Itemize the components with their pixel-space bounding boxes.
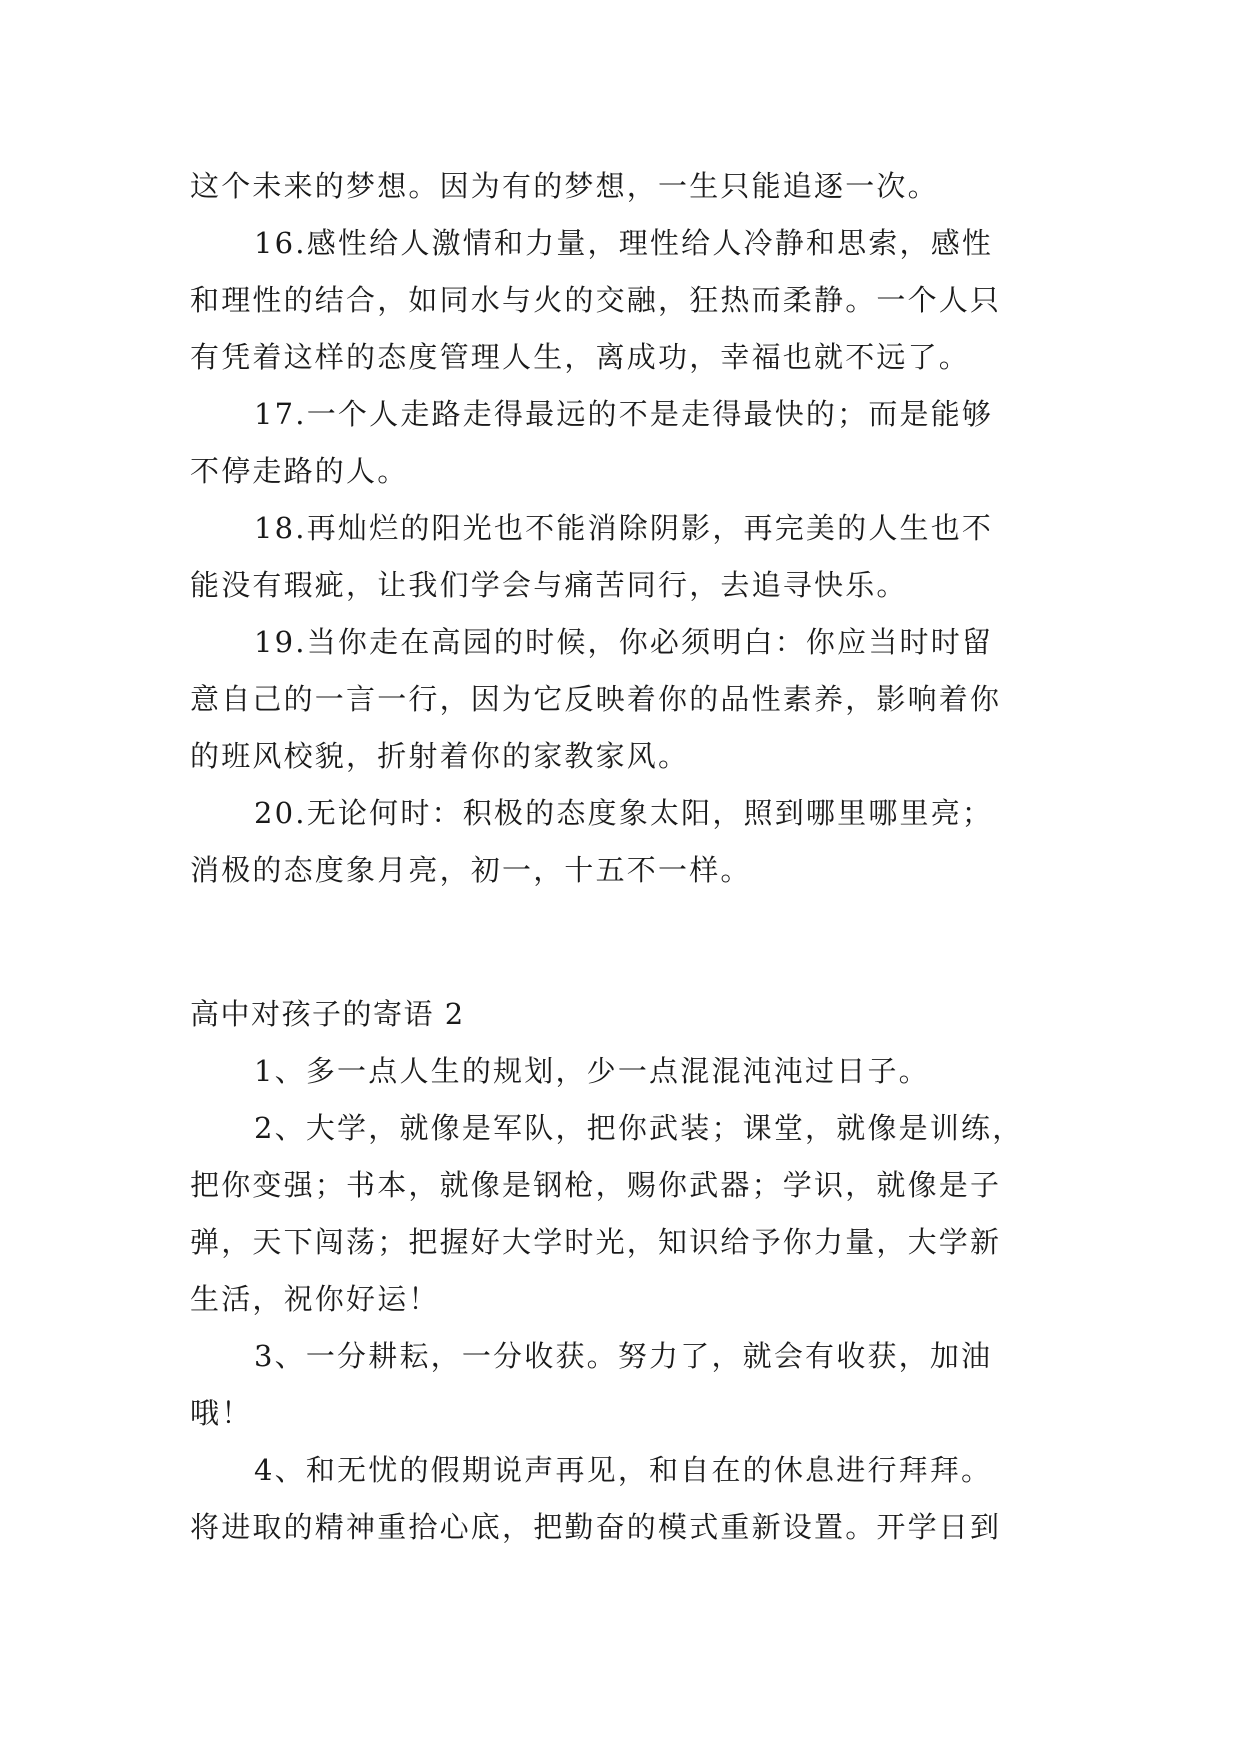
paragraph-line: 这个未来的梦想。因为有的梦想，一生只能追逐一次。 bbox=[190, 169, 939, 203]
paragraph-line: 不停走路的人。 bbox=[190, 454, 409, 488]
paragraph-line: 的班风校貌，折射着你的家教家风。 bbox=[190, 739, 690, 773]
paragraph-line: 1、多一点人生的规划，少一点混混沌沌过日子。 bbox=[254, 1054, 930, 1088]
paragraph-line: 4、和无忧的假期说声再见，和自在的休息进行拜拜。 bbox=[254, 1453, 993, 1487]
section-two bbox=[190, 986, 1050, 1556]
section-heading: 高中对孩子的寄语 2 bbox=[190, 997, 465, 1031]
section-one-body bbox=[190, 158, 1050, 899]
paragraph-line: 意自己的一言一行，因为它反映着你的品性素养，影响着你 bbox=[190, 682, 1002, 716]
paragraph-line: 将进取的精神重拾心底，把勤奋的模式重新设置。开学日到 bbox=[190, 1510, 1002, 1544]
paragraph-line: 有凭着这样的态度管理人生，离成功，幸福也就不远了。 bbox=[190, 340, 971, 374]
paragraph-line: 17.一个人走路走得最远的不是走得最快的；而是能够 bbox=[254, 397, 994, 431]
paragraph-line: 弹，天下闯荡；把握好大学时光，知识给予你力量，大学新 bbox=[190, 1225, 1002, 1259]
paragraph-line: 和理性的结合，如同水与火的交融，狂热而柔静。一个人只 bbox=[190, 283, 1002, 317]
paragraph-line: 19.当你走在高园的时候，你必须明白：你应当时时留 bbox=[254, 625, 994, 659]
paragraph-line: 3、一分耕耘，一分收获。努力了，就会有收获，加油 bbox=[254, 1339, 993, 1373]
paragraph-line: 消极的态度象月亮，初一，十五不一样。 bbox=[190, 853, 752, 887]
paragraph-line: 哦！ bbox=[190, 1396, 253, 1430]
paragraph-line: 能没有瑕疵，让我们学会与痛苦同行，去追寻快乐。 bbox=[190, 568, 908, 602]
paragraph-line: 18.再灿烂的阳光也不能消除阴影，再完美的人生也不 bbox=[254, 511, 994, 545]
paragraph-line: 生活，祝你好运！ bbox=[190, 1282, 440, 1316]
paragraph-line: 2、大学，就像是军队，把你武装；课堂，就像是训练， bbox=[254, 1111, 1024, 1145]
paragraph-line: 把你变强；书本，就像是钢枪，赐你武器；学识，就像是子 bbox=[190, 1168, 1002, 1202]
paragraph-line: 20.无论何时：积极的态度象太阳，照到哪里哪里亮； bbox=[254, 796, 994, 830]
paragraph-line: 16.感性给人激情和力量，理性给人冷静和思索，感性 bbox=[254, 226, 994, 260]
